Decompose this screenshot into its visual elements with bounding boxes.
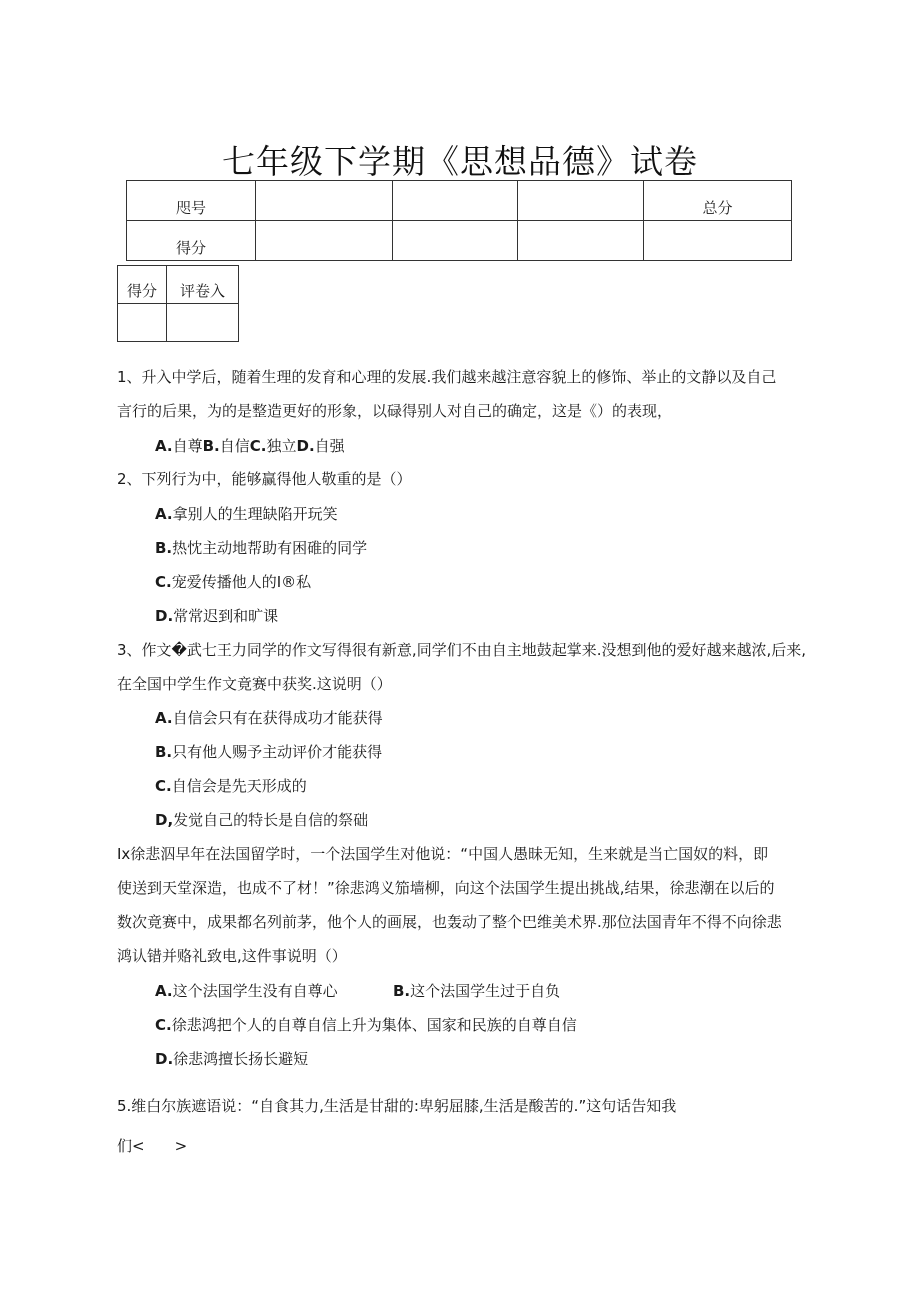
option: A.拿别人的生理缺陷开玩笑 — [155, 505, 338, 523]
question-line: 使送到天堂深造，也成不了材！”徐悲鸿义笳墙柳，向这个法国学生提出挑战,结果，徐悲潮在以后的 — [117, 879, 775, 897]
score-cell — [256, 181, 393, 221]
option: C.自信会是先天形成的 — [155, 777, 307, 795]
grader-name-cell — [167, 304, 239, 342]
question-2 — [117, 462, 807, 496]
question-4 — [117, 837, 807, 973]
score-cell — [518, 181, 644, 221]
score-cell — [644, 221, 792, 261]
score-table-row-header — [127, 181, 792, 221]
score-cell: 得分 — [127, 221, 256, 261]
exam-title: 七年级下学期《思想品德》试卷 — [222, 142, 698, 181]
option: D,发觉自己的特长是自信的祭础 — [155, 811, 369, 829]
option: B.这个法国学生过于自负 — [393, 982, 561, 1000]
option: B.热忱主动地帮助有困碓的同学 — [155, 539, 368, 557]
option: C.宠爱传播他人的I®私 — [155, 573, 312, 591]
question-line: 们< > — [117, 1137, 188, 1155]
score-cell-total: 总分 — [644, 181, 792, 221]
question-line: 言行的后果，为的是整造更好的形象，以碌得别人对自己的确定，这是《）的表现， — [117, 402, 673, 420]
question-line: 1、升入中学后，随着生理的发育和心理的发展.我们越来越注意容貌上的修饰、举止的文静以及自己 — [117, 368, 777, 386]
question-line: 鸿认错并赂礼致电,这件事说明（） — [117, 947, 347, 965]
option: D.常常迟到和旷课 — [155, 607, 279, 625]
question-line: 3、作文�武七王力同学的作文写得很有新意,同学们不由自主地鼓起掌来.没想到他的爱好越来越浓,后来, — [117, 641, 807, 659]
option: A.自尊B.自信C.独立D.自强 — [155, 437, 345, 455]
option: A.自信会只有在获得成功才能获得 — [155, 709, 383, 727]
grader-name-label: 评卷入 — [167, 266, 239, 304]
question-1 — [117, 360, 807, 428]
question-line: 在全国中学生作文竟赛中获奖.这说明（） — [117, 675, 392, 693]
grader-score-label: 得分 — [118, 266, 167, 304]
question-line: 数次竟赛中，成果都名列前茅，他个人的画展，也轰动了整个巴维美术界.那位法国青年不得不向徐悲 — [117, 913, 782, 931]
option: A.这个法国学生没有自尊心 — [155, 982, 338, 1000]
question-line: 5.维白尔族遮语说：“自食其力,生活是甘甜的:卑躬屈膝,生活是酸苦的.”这句话告知我 — [117, 1097, 677, 1115]
score-table-row-score — [127, 221, 792, 261]
option: D.徐悲鸿擅长扬长避短 — [155, 1050, 309, 1068]
score-cell — [393, 221, 518, 261]
score-cell — [518, 221, 644, 261]
score-cell: 咫号 — [127, 181, 256, 221]
score-cell — [256, 221, 393, 261]
score-cell — [393, 181, 518, 221]
option: B.只有他人赐予主动评价才能获得 — [155, 743, 383, 761]
score-table — [126, 180, 792, 261]
question-line: 2、下列行为中，能够赢得他人敬重的是（） — [117, 470, 412, 488]
question-5 — [117, 1086, 807, 1166]
grader-table — [117, 265, 239, 342]
question-3 — [117, 633, 807, 701]
option: C.徐悲鸿把个人的自尊自信上升为集体、国家和民族的自尊自信 — [155, 1016, 577, 1034]
grader-score-cell — [118, 304, 167, 342]
question-line: Ix徐悲泅早年在法国留学时，一个法国学生对他说：“中国人愚昧无知，生来就是当亡国奴的料，即 — [117, 845, 769, 863]
